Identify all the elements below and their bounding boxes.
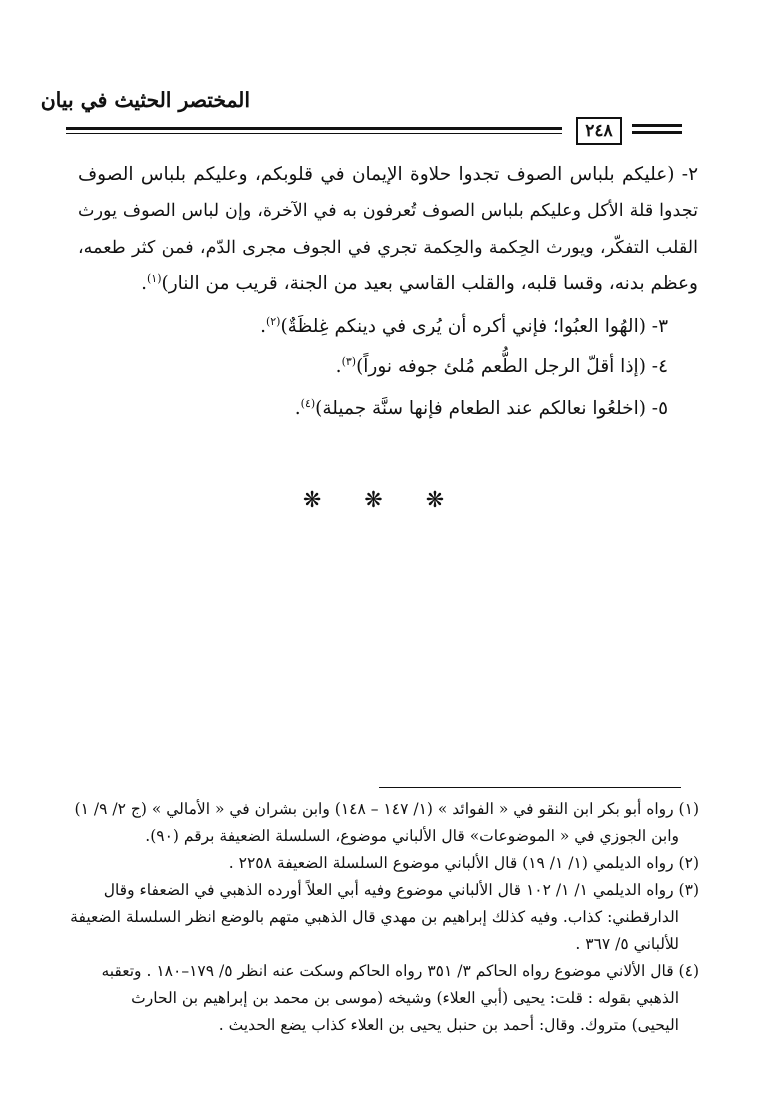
- sentence-end: .: [260, 316, 266, 337]
- footnote-rule: [379, 787, 681, 788]
- header-rule-thin: [66, 133, 562, 134]
- text-line: [78, 273, 698, 294]
- footnote-line: الذهبي بقوله : قلت: يحيى (أبي العلاء) وشيخه (موسى بن محمد بن إبراهيم بن الحارث: [131, 989, 679, 1007]
- list-item: [260, 316, 668, 337]
- footnote-ref: (١): [146, 271, 162, 285]
- header-rule-thick: [66, 127, 562, 130]
- list-item-text: ٥- (اخلعُوا نعالكم عند الطعام فإنها سنَّة جميلة): [315, 398, 668, 419]
- list-item: [295, 398, 668, 419]
- list-item-text: ٣- (الهُوا العبُوا؛ فإني أكره أن يُرى في دينكم غِلظَةٌ): [280, 316, 668, 337]
- sentence-end: .: [335, 356, 342, 377]
- footnote-line: (٣) رواه الديلمي ١/ ١/ ١٠٢ قال الألباني موضوع وفيه أبي العلاً أورده الذهبي في الضعفاء وقال: [103, 881, 699, 899]
- footnote-line: الدارقطني: كذاب. وفيه كذلك إبراهيم بن مهدي قال الذهبي متهم بالوضع انظر السلسلة الضعيفة: [70, 908, 679, 926]
- page-number: ٢٤٨: [576, 117, 622, 145]
- footnote-line: (٤) قال الألاني موضوع رواه الحاكم ٣/ ٣٥١ رواه الحاكم وسكت عنه انظر ٥/ ١٧٩–١٨٠ . وتعقبه: [101, 962, 699, 980]
- footnote-line: للألباني ٥/ ٣٦٧ .: [575, 935, 679, 953]
- section-separator: ❋ ❋ ❋: [302, 488, 463, 513]
- header-ornament-bar: [632, 131, 682, 134]
- running-header-title: المختصر الحثيث في بيان: [40, 88, 250, 112]
- text-line: القلب التفكّر، ويورث الحِكمة والحِكمة تجري في الجوف مجرى الدّم، فمن كثر طعمه،: [78, 238, 698, 258]
- footnote-line: اليحيى) متروك. وقال: أحمد بن حنبل يحيى بن العلاء كذاب يضع الحديث .: [218, 1016, 679, 1034]
- sentence-end: .: [294, 398, 301, 419]
- list-item-text: ٤- (إذا أقلّ الرجل الطُّعم مُلئ جوفه نوراً): [356, 356, 668, 377]
- footnote-line: (١) رواه أبو بكر ابن النقو في « الفوائد » (١/ ١٤٧ – ١٤٨) وابن بشران في « الأمالي » (ج ٢/ ٩/ ١): [74, 800, 699, 818]
- header-ornament-bar: [632, 124, 682, 127]
- text-line-content: وعظم بدنه، وقسا قلبه، والقلب القاسي بعيد من الجنة، قريب من النار): [161, 273, 698, 294]
- footnote-line: وابن الجوزي في « الموضوعات» قال الألباني موضوع، السلسلة الضعيفة برقم (٩٠).: [145, 827, 679, 845]
- footnote-line: (٢) رواه الديلمي (١/ ١/ ١٩) قال الألباني موضوع السلسلة الضعيفة ٢٢٥٨ .: [228, 854, 699, 872]
- list-item: [336, 356, 668, 377]
- text-line: ٢- (عليكم بلباس الصوف تجدوا حلاوة الإيمان في قلوبكم، وعليكم بلباس الصوف: [78, 164, 698, 185]
- text-line: تجدوا قلة الأكل وعليكم بلباس الصوف تُعرفون به في الآخرة، وإن لباس الصوف يورث: [78, 201, 698, 221]
- footnote-ref: (٢): [265, 314, 281, 328]
- footnote-ref: (٣): [341, 354, 357, 368]
- sentence-end: .: [141, 273, 147, 294]
- footnote-ref: (٤): [300, 396, 316, 410]
